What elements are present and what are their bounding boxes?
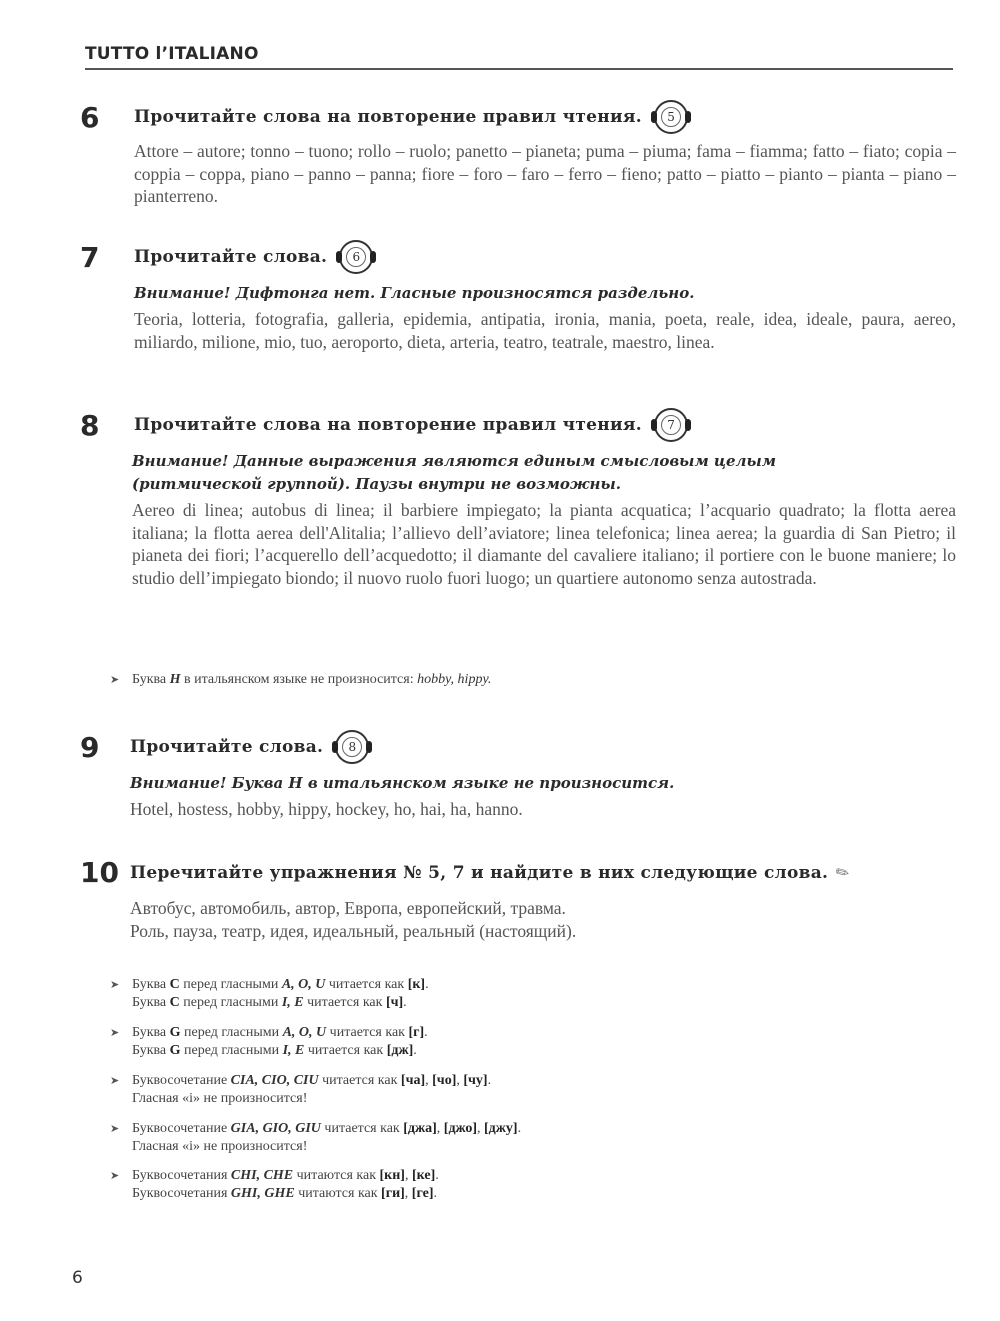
rule-note-h [110, 671, 950, 689]
exercise-6 [80, 100, 956, 208]
rule-note-c [110, 976, 950, 1012]
note-sound: [кн] [379, 1168, 405, 1183]
note-text: читается как [326, 1025, 409, 1040]
note-text: читается как [325, 977, 408, 992]
note-vowels: I, E [282, 1043, 305, 1058]
note-text: , [436, 1121, 444, 1136]
rule-note-chi [110, 1167, 950, 1203]
exercise-7 [80, 240, 956, 353]
note-letter: C [169, 995, 180, 1010]
note-text: читается как [320, 1121, 404, 1136]
note-text: Буква [132, 1025, 170, 1040]
note-text: читается как [304, 1043, 387, 1058]
note-text: , [477, 1121, 484, 1136]
note-text: , [456, 1073, 464, 1088]
note-text: Гласная «i» не произносится! [132, 1139, 308, 1154]
note-sound: [ке] [411, 1168, 436, 1183]
note-combo: CHI, CHE [230, 1168, 294, 1183]
rule-note-g [110, 1024, 950, 1060]
audio-track-number: 6 [346, 247, 366, 267]
arrow-icon: ➤ [110, 674, 120, 686]
audio-track-icon[interactable] [654, 408, 688, 442]
audio-track-icon[interactable] [654, 100, 688, 134]
note-text: Гласная «i» не произносится! [132, 1091, 308, 1106]
note-sound: [ге] [411, 1186, 434, 1201]
audio-track-icon[interactable] [335, 730, 369, 764]
note-text: . [403, 995, 407, 1010]
note-combo: GIA, GIO, GIU [230, 1121, 321, 1136]
note-text: читаются как [294, 1186, 382, 1201]
note-letter: G [169, 1043, 181, 1058]
note-text: . [424, 1025, 428, 1040]
note-combo: CIA, CIO, CIU [230, 1073, 319, 1088]
note-text: . [433, 1186, 438, 1201]
rule-note-gia [110, 1120, 950, 1156]
note-sound: [чу] [463, 1073, 488, 1088]
audio-track-number: 8 [342, 737, 362, 757]
exercise-title: Прочитайте слова. [130, 737, 324, 757]
exercise-number: 6 [80, 100, 100, 134]
exercise-9 [80, 730, 956, 821]
note-text: Буквосочетание [132, 1073, 231, 1088]
exercise-words: Hotel, hostess, hobby, hippy, hockey, ho, hai, ha, hanno. [130, 799, 523, 819]
note-text: Буква [132, 1043, 170, 1058]
note-sound: [к] [407, 977, 426, 992]
note-text: , [425, 1073, 433, 1088]
exercise-number: 9 [80, 730, 100, 764]
note-text: , [404, 1186, 412, 1201]
note-combo: GHI, GHE [230, 1186, 295, 1201]
exercise-words: Teoria, lotteria, fotografia, galleria, epidemia, antipatia, ironia, mania, poeta, reale, idea, ideale, paura, aereo, miliardo, milione, mio, tuo, aeroporto, dieta, arteria, teatro, teatrale, maestro, linea. [134, 309, 956, 352]
exercise-title: Перечитайте упражнения № 5, 7 и найдите в них следующие слова. [130, 862, 829, 883]
note-text: Буква [132, 977, 170, 992]
note-text: перед гласными [180, 1043, 283, 1058]
note-sound: [джу] [484, 1121, 518, 1136]
exercise-warning: Внимание! Дифтонга нет. Гласные произносятся раздельно. [134, 284, 695, 302]
exercise-words: Attore – autore; tonno – tuono; rollo – ruolo; panetto – pianeta; puma – piuma; fama – fiamma; fatto – fiato; copia – coppia – coppa, piano – panno – panna; fiore – foro – faro – ferro – fieno; patto – piatto – pianto – pianta – piano – pianterreno. [134, 141, 956, 206]
note-text: . [425, 977, 429, 992]
note-sound: [чо] [432, 1073, 457, 1088]
note-letter: H [169, 672, 181, 687]
book-title: TUTTO l’ITALIANO [85, 44, 259, 64]
note-text: , [404, 1168, 412, 1183]
note-text: перед гласными [179, 995, 282, 1010]
note-text: Буква [132, 995, 170, 1010]
note-sound: [г] [408, 1025, 425, 1040]
note-sound: [ча] [400, 1073, 426, 1088]
note-sound: [джа] [403, 1121, 437, 1136]
note-text: Буквосочетания [132, 1186, 231, 1201]
note-text: читается как [318, 1073, 401, 1088]
note-text: Буквосочетания [132, 1168, 231, 1183]
arrow-icon: ➤ [110, 1123, 120, 1135]
exercise-number: 8 [80, 408, 100, 442]
exercise-warning: Внимание! Буква Н в итальянском языке не произносится. [130, 774, 675, 792]
note-sound: [джо] [443, 1121, 477, 1136]
audio-track-number: 5 [661, 107, 681, 127]
note-examples: hobby, hippy. [417, 672, 492, 687]
exercise-8 [80, 408, 956, 589]
note-text: перед гласными [180, 1025, 283, 1040]
note-text: читается как [303, 995, 386, 1010]
note-text: Буквосочетание [132, 1121, 231, 1136]
exercise-warning: Внимание! Данные выражения являются единым смысловым целым (ритмической группой). Паузы внутри не возможны. [132, 452, 777, 493]
note-text: . [487, 1073, 492, 1088]
rule-note-cia [110, 1072, 950, 1108]
note-vowels: A, O, U [281, 977, 326, 992]
note-text: в итальянском языке не произносится: [180, 672, 418, 687]
audio-track-icon[interactable] [339, 240, 373, 274]
note-sound: [ч] [385, 995, 404, 1010]
exercise-10 [80, 856, 956, 942]
page-header [85, 44, 953, 70]
page-number: 6 [72, 1268, 83, 1288]
exercise-number: 10 [80, 856, 119, 889]
arrow-icon: ➤ [110, 1170, 120, 1182]
audio-track-number: 7 [661, 415, 681, 435]
exercise-words-line2: Роль, пауза, театр, идея, идеальный, реальный (настоящий). [130, 920, 577, 941]
note-text: Буква [132, 672, 170, 687]
arrow-icon: ➤ [110, 1075, 120, 1087]
note-vowels: I, E [281, 995, 304, 1010]
arrow-icon: ➤ [110, 1027, 120, 1039]
note-sound: [дж] [386, 1043, 414, 1058]
note-letter: G [169, 1025, 181, 1040]
note-text: . [413, 1043, 417, 1058]
exercise-title: Прочитайте слова. [134, 247, 328, 267]
note-text: перед гласными [179, 977, 282, 992]
arrow-icon: ➤ [110, 979, 120, 991]
note-text: читаются как [293, 1168, 380, 1183]
pencil-icon: ✎ [833, 862, 854, 884]
exercise-words: Aereo di linea; autobus di linea; il barbiere impiegato; la pianta acquatica; l’acquario quadrato; la flotta aerea italiana; la flotta aerea dell'Alitalia; l’allievo dell’aviatore; linea telefonica; linea aerea; la guardia di San Pietro; il pianeta dei fiori; l’acquerello dell’acquedotto; il diamante del cavaliere italiano; il portiere con le buone maniere; lo studio dell’impiegato biondo; il nuovo ruolo fuori luogo; un quartiere autonomo senza autostrada. [132, 500, 956, 588]
exercise-title: Прочитайте слова на повторение правил чтения. [134, 415, 643, 435]
exercise-words-line1: Автобус, автомобиль, автор, Европа, европейский, травма. [130, 898, 566, 918]
note-letter: C [169, 977, 180, 992]
exercise-number: 7 [80, 240, 100, 274]
note-sound: [ги] [381, 1186, 405, 1201]
note-text: . [435, 1168, 439, 1183]
note-vowels: A, O, U [282, 1025, 327, 1040]
exercise-title: Прочитайте слова на повторение правил чтения. [134, 107, 643, 127]
note-text: . [517, 1121, 522, 1136]
